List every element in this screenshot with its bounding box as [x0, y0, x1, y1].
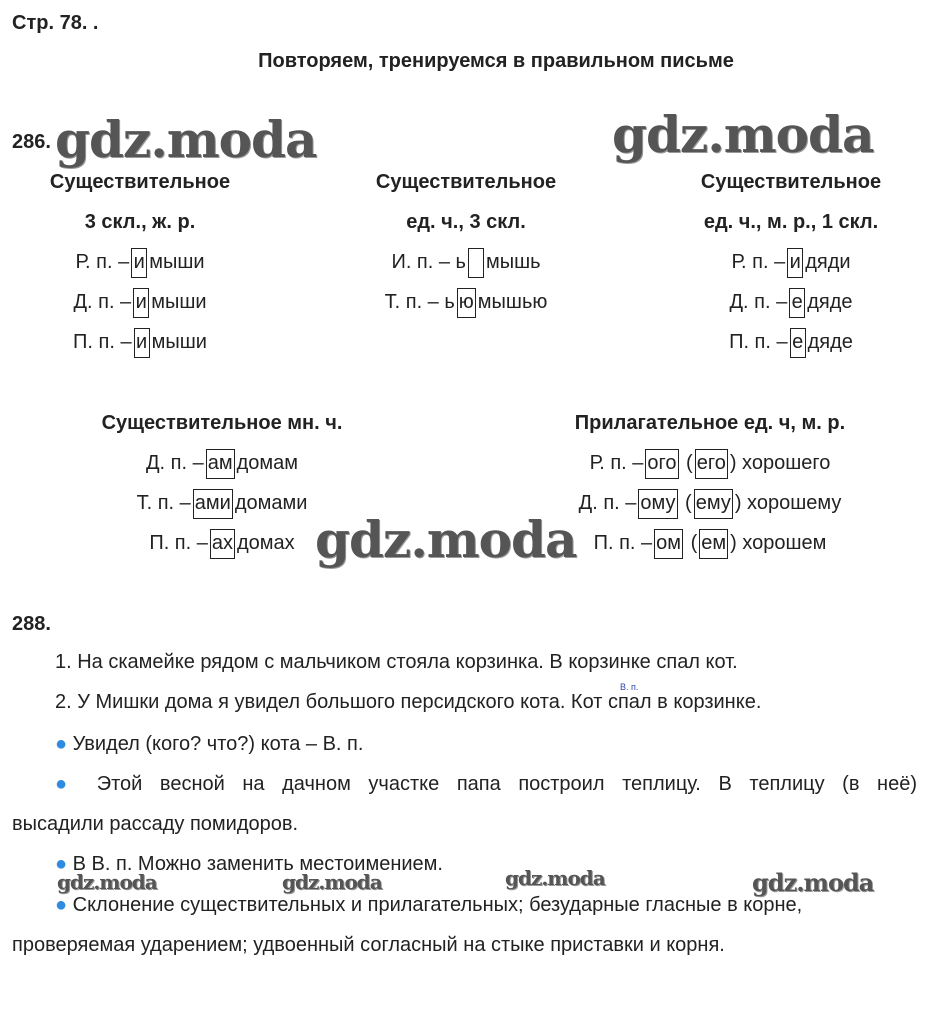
case-label: Д. п. –	[729, 291, 788, 313]
bullet-icon: ●	[55, 853, 73, 875]
sentence-1: 1. На скамейке рядом с мальчиком стояла корзинка. В корзинке спал кот.	[55, 651, 738, 673]
bullet-2-cont: высадили рассаду помидоров.	[12, 813, 299, 835]
paren: (	[679, 492, 692, 514]
ending-box: е	[789, 288, 805, 318]
case-row	[0, 242, 290, 282]
word: хорошем	[742, 532, 827, 554]
word: домах	[237, 532, 295, 554]
paren: )	[730, 532, 743, 554]
case-row	[316, 242, 616, 282]
paren: (	[680, 452, 693, 474]
bullet-icon: ●	[55, 733, 73, 755]
column-subheading: 3 скл., ж. р.	[84, 211, 196, 233]
word: мышью	[477, 291, 548, 313]
case-row	[72, 523, 372, 563]
watermark: gdz.moda	[752, 868, 874, 897]
case-label: Т. п. –	[136, 492, 191, 514]
sentence-2: 2. У Мишки дома я увидел большого персидского кота. Кот спал в корзинке.	[55, 691, 762, 713]
column-subheading: ед. ч., 3 скл.	[406, 211, 526, 233]
ending-box: ом	[654, 529, 683, 559]
ending-box: ах	[210, 529, 235, 559]
noun-column	[641, 162, 930, 362]
case-row	[510, 483, 910, 523]
ending-box: ем	[699, 529, 728, 559]
word: дяди	[805, 251, 851, 273]
case-label: И. п. – ь	[391, 251, 466, 273]
word: дяде	[807, 331, 853, 353]
case-row	[510, 443, 910, 483]
paren: (	[685, 532, 698, 554]
watermark: gdz.moda	[612, 105, 874, 164]
word: домам	[236, 452, 299, 474]
case-label: Д. п. –	[73, 291, 132, 313]
page-title: Повторяем, тренируемся в правильном письме	[258, 50, 734, 72]
case-row	[641, 242, 930, 282]
case-label: П. п. –	[73, 331, 132, 353]
case-note: В. п.	[620, 682, 639, 692]
paren: )	[734, 492, 748, 514]
case-row	[316, 282, 616, 322]
exercise-288-number: 288.	[12, 613, 51, 635]
case-row	[510, 523, 910, 563]
case-row	[641, 322, 930, 362]
adjective-column	[510, 403, 910, 563]
plural-column	[72, 403, 372, 563]
bullet-text: В В. п. Можно заменить местоимением.	[72, 853, 443, 875]
word: хорошему	[747, 492, 842, 514]
bullet-text: Увидел (кого? что?) кота – В. п.	[72, 733, 364, 755]
ending-box: и	[133, 288, 149, 318]
noun-column	[0, 162, 290, 362]
case-label: Т. п. – ь	[384, 291, 455, 313]
case-row	[0, 282, 290, 322]
word: мышь	[485, 251, 541, 273]
case-row	[72, 483, 372, 523]
watermark: gdz.moda	[282, 870, 382, 894]
case-label: Р. п. –	[75, 251, 130, 273]
ending-box: его	[695, 449, 728, 479]
bullet-icon: ●	[55, 894, 73, 916]
ending-box	[468, 248, 484, 278]
column-heading: Существительное	[375, 171, 557, 193]
noun-column	[316, 162, 616, 322]
case-label: П. п. –	[149, 532, 208, 554]
column-heading: Существительное	[700, 171, 882, 193]
paren: )	[729, 452, 743, 474]
bullet-text: Склонение существительных и прилагательных; безударные гласные в корне,	[72, 894, 803, 916]
ending-box: и	[787, 248, 803, 278]
bullet-text: Этой весной на дачном участке папа построил теплицу. В теплицу (в неё)	[96, 773, 917, 795]
watermark: gdz.moda	[57, 870, 157, 894]
ending-box: ами	[193, 489, 233, 519]
case-label: Д. п. –	[578, 492, 637, 514]
watermark: gdz.moda	[505, 866, 605, 890]
ending-box: и	[134, 328, 150, 358]
case-label: Р. п. –	[731, 251, 786, 273]
watermark: gdz.moda	[315, 510, 577, 569]
bullet-4	[55, 894, 802, 917]
ending-box: е	[790, 328, 806, 358]
column-heading: Существительное мн. ч.	[101, 412, 343, 434]
bullet-icon: ●	[55, 773, 97, 795]
word: мыши	[151, 331, 207, 353]
case-label: П. п. –	[593, 532, 653, 554]
case-row	[72, 443, 372, 483]
ending-box: и	[131, 248, 147, 278]
word: мыши	[149, 251, 205, 273]
bullet-4-cont: проверяемая ударением; удвоенный согласный на стыке приставки и корня.	[12, 934, 725, 956]
word: дяде	[807, 291, 853, 313]
ending-box: ого	[645, 449, 678, 479]
ending-box: ему	[694, 489, 733, 519]
ending-box: ю	[457, 288, 476, 318]
column-subheading: ед. ч., м. р., 1 скл.	[703, 211, 879, 233]
column-heading: Существительное	[49, 171, 231, 193]
word: хорошего	[742, 452, 831, 474]
case-label: П. п. –	[729, 331, 788, 353]
case-row	[0, 322, 290, 362]
ending-box: ому	[638, 489, 677, 519]
bullet-2	[55, 773, 917, 796]
case-label: Д. п. –	[145, 452, 204, 474]
case-label: Р. п. –	[589, 452, 644, 474]
watermark: gdz.moda	[55, 110, 317, 169]
ending-box: ам	[206, 449, 235, 479]
case-row	[641, 282, 930, 322]
word: домами	[234, 492, 308, 514]
exercise-286-number: 286.	[12, 131, 51, 153]
bullet-1	[55, 733, 363, 756]
word: мыши	[151, 291, 207, 313]
page-ref: Стр. 78. .	[12, 12, 99, 34]
column-heading: Прилагательное ед. ч, м. р.	[574, 412, 846, 434]
